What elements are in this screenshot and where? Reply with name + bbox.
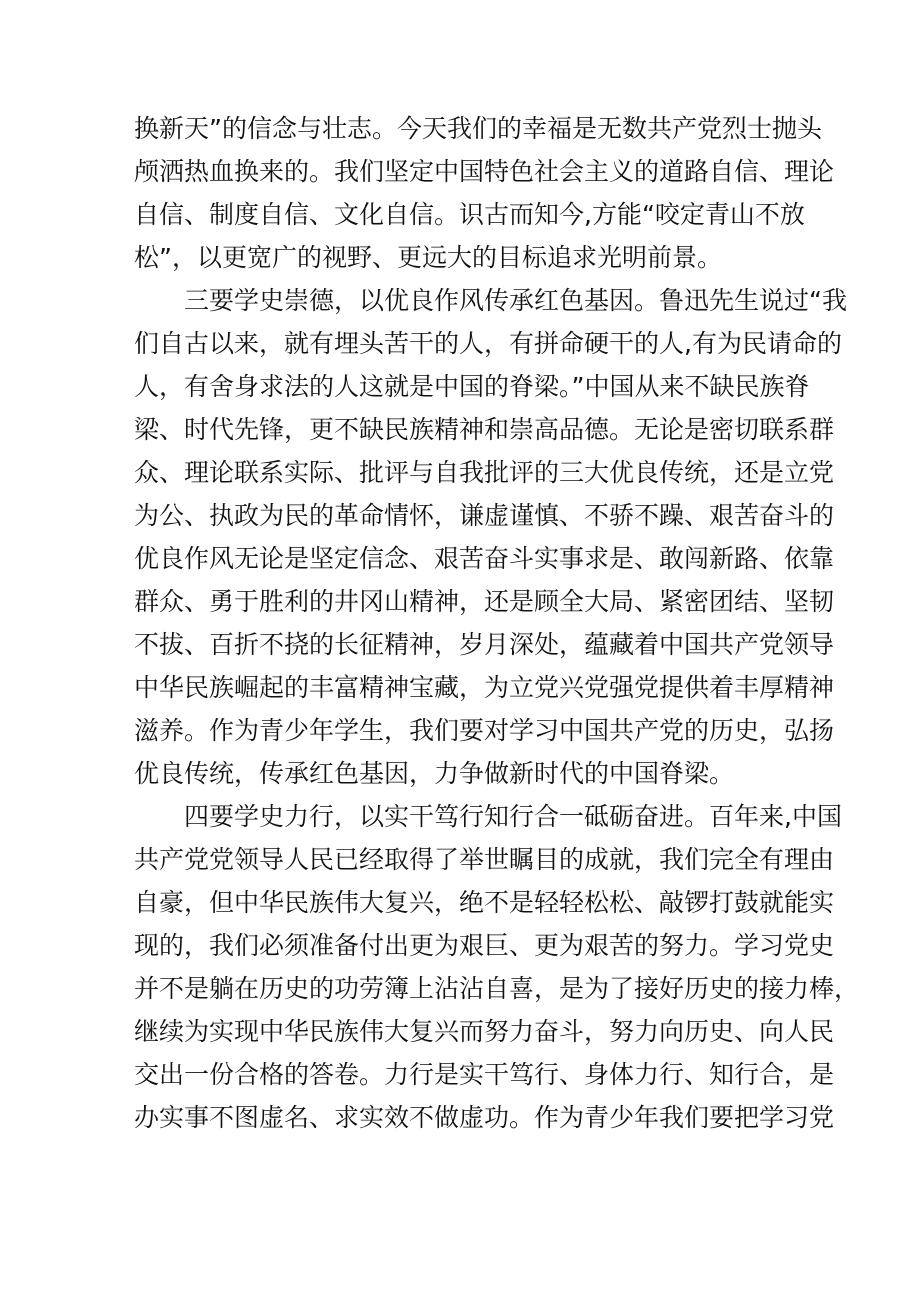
text-line: 优良作风无论是坚定信念、艰苦奋斗实事求是、敢闯新路、依靠 bbox=[134, 544, 835, 573]
paragraph-first-line: 四要学史力行，以实干笃行知行合一砥砺奋进。百年来,中国 bbox=[184, 802, 842, 831]
text-line: 优良传统，传承红色基因，力争做新时代的中国脊梁。 bbox=[134, 759, 735, 788]
text-line: 中华民族崛起的丰富精神宝藏，为立党兴党强党提供着丰厚精神 bbox=[134, 673, 835, 702]
text-line: 颅洒热血换来的。我们坚定中国特色社会主义的道路自信、理论 bbox=[134, 157, 835, 186]
text-line: 继续为实现中华民族伟大复兴而努力奋斗，努力向历史、向人民 bbox=[134, 1017, 835, 1046]
text-line: 们自古以来，就有埋头苦干的人，有拼命硬干的人,有为民请命的 bbox=[134, 329, 842, 358]
text-line: 为公、执政为民的革命情怀，谦虚谨慎、不骄不躁、艰苦奋斗的 bbox=[134, 501, 835, 530]
text-line: 并不是躺在历史的功劳簿上沾沾自喜，是为了接好历史的接力棒， bbox=[134, 974, 860, 1003]
text-line: 人，有舍身求法的人这就是中国的脊梁。”中国从来不缺民族脊 bbox=[134, 372, 810, 401]
text-line: 办实事不图虚名、求实效不做虚功。作为青少年我们要把学习党 bbox=[134, 1103, 835, 1132]
text-line: 换新天”的信念与壮志。今天我们的幸福是无数共产党烈士抛头 bbox=[134, 114, 822, 143]
text-line: 梁、时代先锋，更不缺民族精神和崇高品德。无论是密切联系群 bbox=[134, 415, 835, 444]
text-line: 交出一份合格的答卷。力行是实干笃行、身体力行、知行合，是 bbox=[134, 1060, 835, 1089]
text-line: 松”，以更宽广的视野、更远大的目标追求光明前景。 bbox=[134, 243, 722, 272]
text-line: 现的，我们必须准备付出更为艰巨、更为艰苦的努力。学习党史 bbox=[134, 931, 835, 960]
text-line: 共产党党领导人民已经取得了举世瞩目的成就，我们完全有理由 bbox=[134, 845, 835, 874]
text-line: 不拔、百折不挠的长征精神，岁月深处，蕴藏着中国共产党领导 bbox=[134, 630, 835, 659]
body-text bbox=[134, 107, 860, 1139]
text-line: 群众、勇于胜利的井冈山精神，还是顾全大局、紧密团结、坚韧 bbox=[134, 587, 835, 616]
text-line: 滋养。作为青少年学生，我们要对学习中国共产党的历史，弘扬 bbox=[134, 716, 835, 745]
text-line: 众、理论联系实际、批评与自我批评的三大优良传统，还是立党 bbox=[134, 458, 835, 487]
paragraph-first-line: 三要学史崇德，以优良作风传承红色基因。鲁迅先生说过“我 bbox=[184, 286, 847, 315]
text-line: 自信、制度自信、文化自信。识古而知今,方能“咬定青山不放 bbox=[134, 200, 805, 229]
text-line: 自豪，但中华民族伟大复兴，绝不是轻轻松松、敲锣打鼓就能实 bbox=[134, 888, 835, 917]
